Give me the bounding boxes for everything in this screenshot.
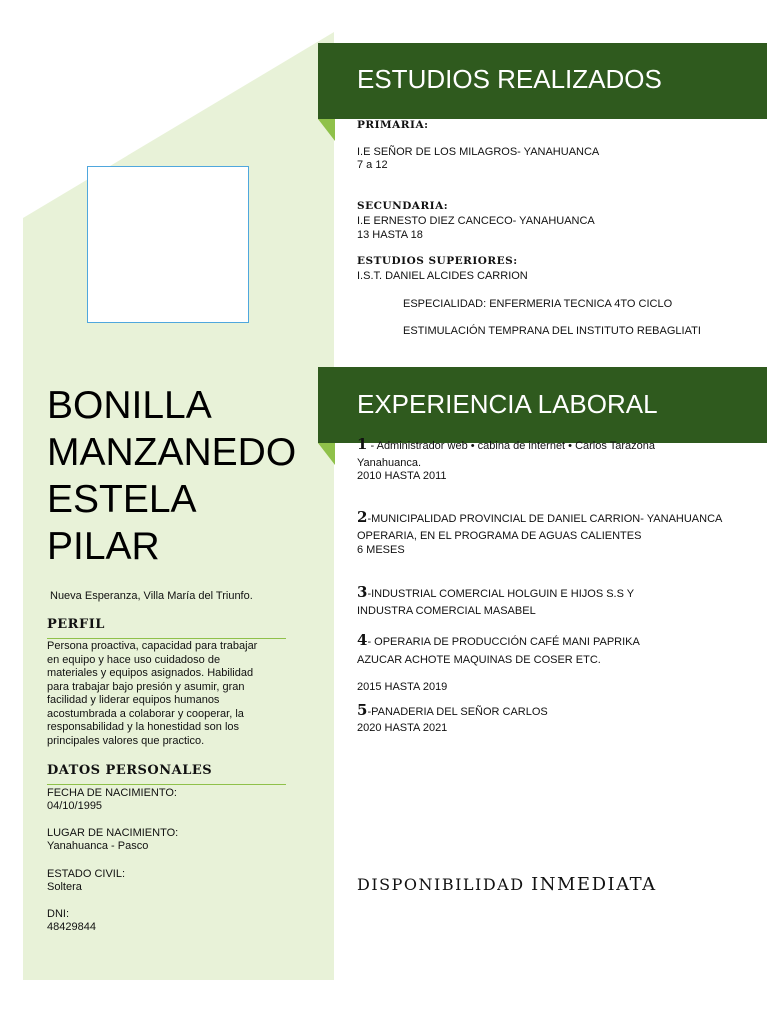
experience-line: 2020 HASTA 2021 — [357, 722, 448, 734]
address: Nueva Esperanza, Villa María del Triunfo. — [50, 590, 253, 602]
experience-number: 5 — [357, 701, 368, 719]
secundaria-years: 13 HASTA 18 — [357, 229, 423, 241]
birth-place — [47, 827, 178, 853]
dni-label: DNI: — [47, 908, 69, 920]
experience-number: 4 — [357, 631, 368, 649]
experience-line: AZUCAR ACHOTE MAQUINAS DE COSER ETC. — [357, 654, 601, 666]
perfil-text — [47, 640, 285, 748]
datos-heading: DATOS PERSONALES — [47, 763, 213, 778]
dni — [47, 908, 96, 934]
availability-value: INMEDIATA — [531, 874, 657, 895]
birth-place-value: Yanahuanca - Pasco — [47, 840, 149, 852]
dni-value: 48429844 — [47, 921, 96, 933]
perfil-line: materiales y equipos asignados. Habilidad — [47, 667, 254, 679]
primaria-label: PRIMARIA: — [357, 119, 429, 131]
experiencia-heading: EXPERIENCIA LABORAL — [357, 389, 658, 419]
experience-line: -PANADERIA DEL SEÑOR CARLOS — [367, 706, 548, 718]
experience-line: 6 MESES — [357, 544, 405, 556]
experience-line: Yanahuanca. — [357, 457, 422, 469]
full-name — [47, 382, 296, 570]
datos-divider — [47, 784, 286, 785]
secundaria-school: I.E ERNESTO DIEZ CANCECO- YANAHUANCA — [357, 215, 595, 227]
experience-line: 2010 HASTA 2011 — [357, 470, 447, 482]
experiencia-band — [318, 367, 767, 443]
birth-date — [47, 787, 177, 813]
perfil-line: para trabajar bajo presión y asumir, gran — [47, 680, 245, 693]
availability-label: DISPONIBILIDAD — [357, 875, 525, 894]
superiores-school: I.S.T. DANIEL ALCIDES CARRION — [357, 270, 528, 282]
primaria-school: I.E SEÑOR DE LOS MILAGROS- YANAHUANCA — [357, 146, 600, 158]
birth-date-label: FECHA DE NACIMIENTO: — [47, 787, 177, 799]
experience-line: - Administrador web • cabina de internet • Carlos Tarazona — [367, 440, 655, 452]
experience-line: - OPERARIA DE PRODUCCIÓN CAFÉ MANI PAPRIKA — [367, 636, 640, 648]
perfil-divider — [47, 638, 286, 639]
experience-number: 3 — [357, 583, 368, 601]
name-line: MANZANEDO — [47, 431, 297, 474]
perfil-heading: PERFIL — [47, 617, 105, 632]
name-line: BONILLA — [47, 384, 212, 427]
estudios-band — [318, 43, 767, 119]
experience-number: 1 — [357, 435, 368, 453]
name-line: ESTELA — [47, 478, 197, 521]
experience-number: 2 — [357, 508, 368, 526]
superiores-label: ESTUDIOS SUPERIORES: — [357, 255, 518, 267]
estudios-band-fold — [318, 119, 335, 141]
perfil-line: responsabilidad y la honestidad son los — [47, 721, 240, 733]
photo-placeholder — [87, 166, 249, 323]
perfil-line: en equipo y hace uso cuidadoso de — [47, 653, 221, 666]
experience-line: 2015 HASTA 2019 — [357, 681, 448, 693]
civil-status — [47, 868, 125, 894]
perfil-line: acostumbrada a colaborar y cooperar, la — [47, 707, 244, 720]
civil-status-value: Soltera — [47, 881, 82, 893]
perfil-line: principales valores que practico. — [47, 734, 205, 747]
estudios-heading: ESTUDIOS REALIZADOS — [357, 64, 662, 94]
birth-place-label: LUGAR DE NACIMIENTO: — [47, 827, 179, 839]
birth-date-value: 04/10/1995 — [47, 800, 103, 812]
primaria-years: 7 a 12 — [357, 159, 388, 171]
civil-status-label: ESTADO CIVIL: — [47, 868, 126, 880]
experience-item — [357, 701, 548, 719]
perfil-line: Persona proactiva, capacidad para trabajar — [47, 640, 258, 652]
availability — [357, 874, 657, 895]
secundaria-label: SECUNDARIA: — [357, 200, 449, 212]
experience-item — [357, 508, 723, 526]
experience-item — [357, 583, 635, 601]
experience-item — [357, 631, 640, 649]
experience-item — [357, 435, 655, 453]
estimulacion: ESTIMULACIÓN TEMPRANA DEL INSTITUTO REBAGLIATI — [403, 325, 701, 337]
experience-line: -MUNICIPALIDAD PROVINCIAL DE DANIEL CARRION- YANAHUANCA — [367, 513, 723, 525]
especialidad: ESPECIALIDAD: ENFERMERIA TECNICA 4TO CICLO — [403, 298, 673, 310]
experience-line: -INDUSTRIAL COMERCIAL HOLGUIN E HIJOS S.S Y — [367, 588, 635, 600]
experience-line: OPERARIA, EN EL PROGRAMA DE AGUAS CALIENTES — [357, 530, 642, 542]
experience-line: INDUSTRA COMERCIAL MASABEL — [357, 605, 536, 617]
experiencia-band-fold — [318, 443, 335, 465]
name-line: PILAR — [47, 525, 160, 568]
perfil-line: facilidad y liderar equipos humanos — [47, 694, 220, 706]
